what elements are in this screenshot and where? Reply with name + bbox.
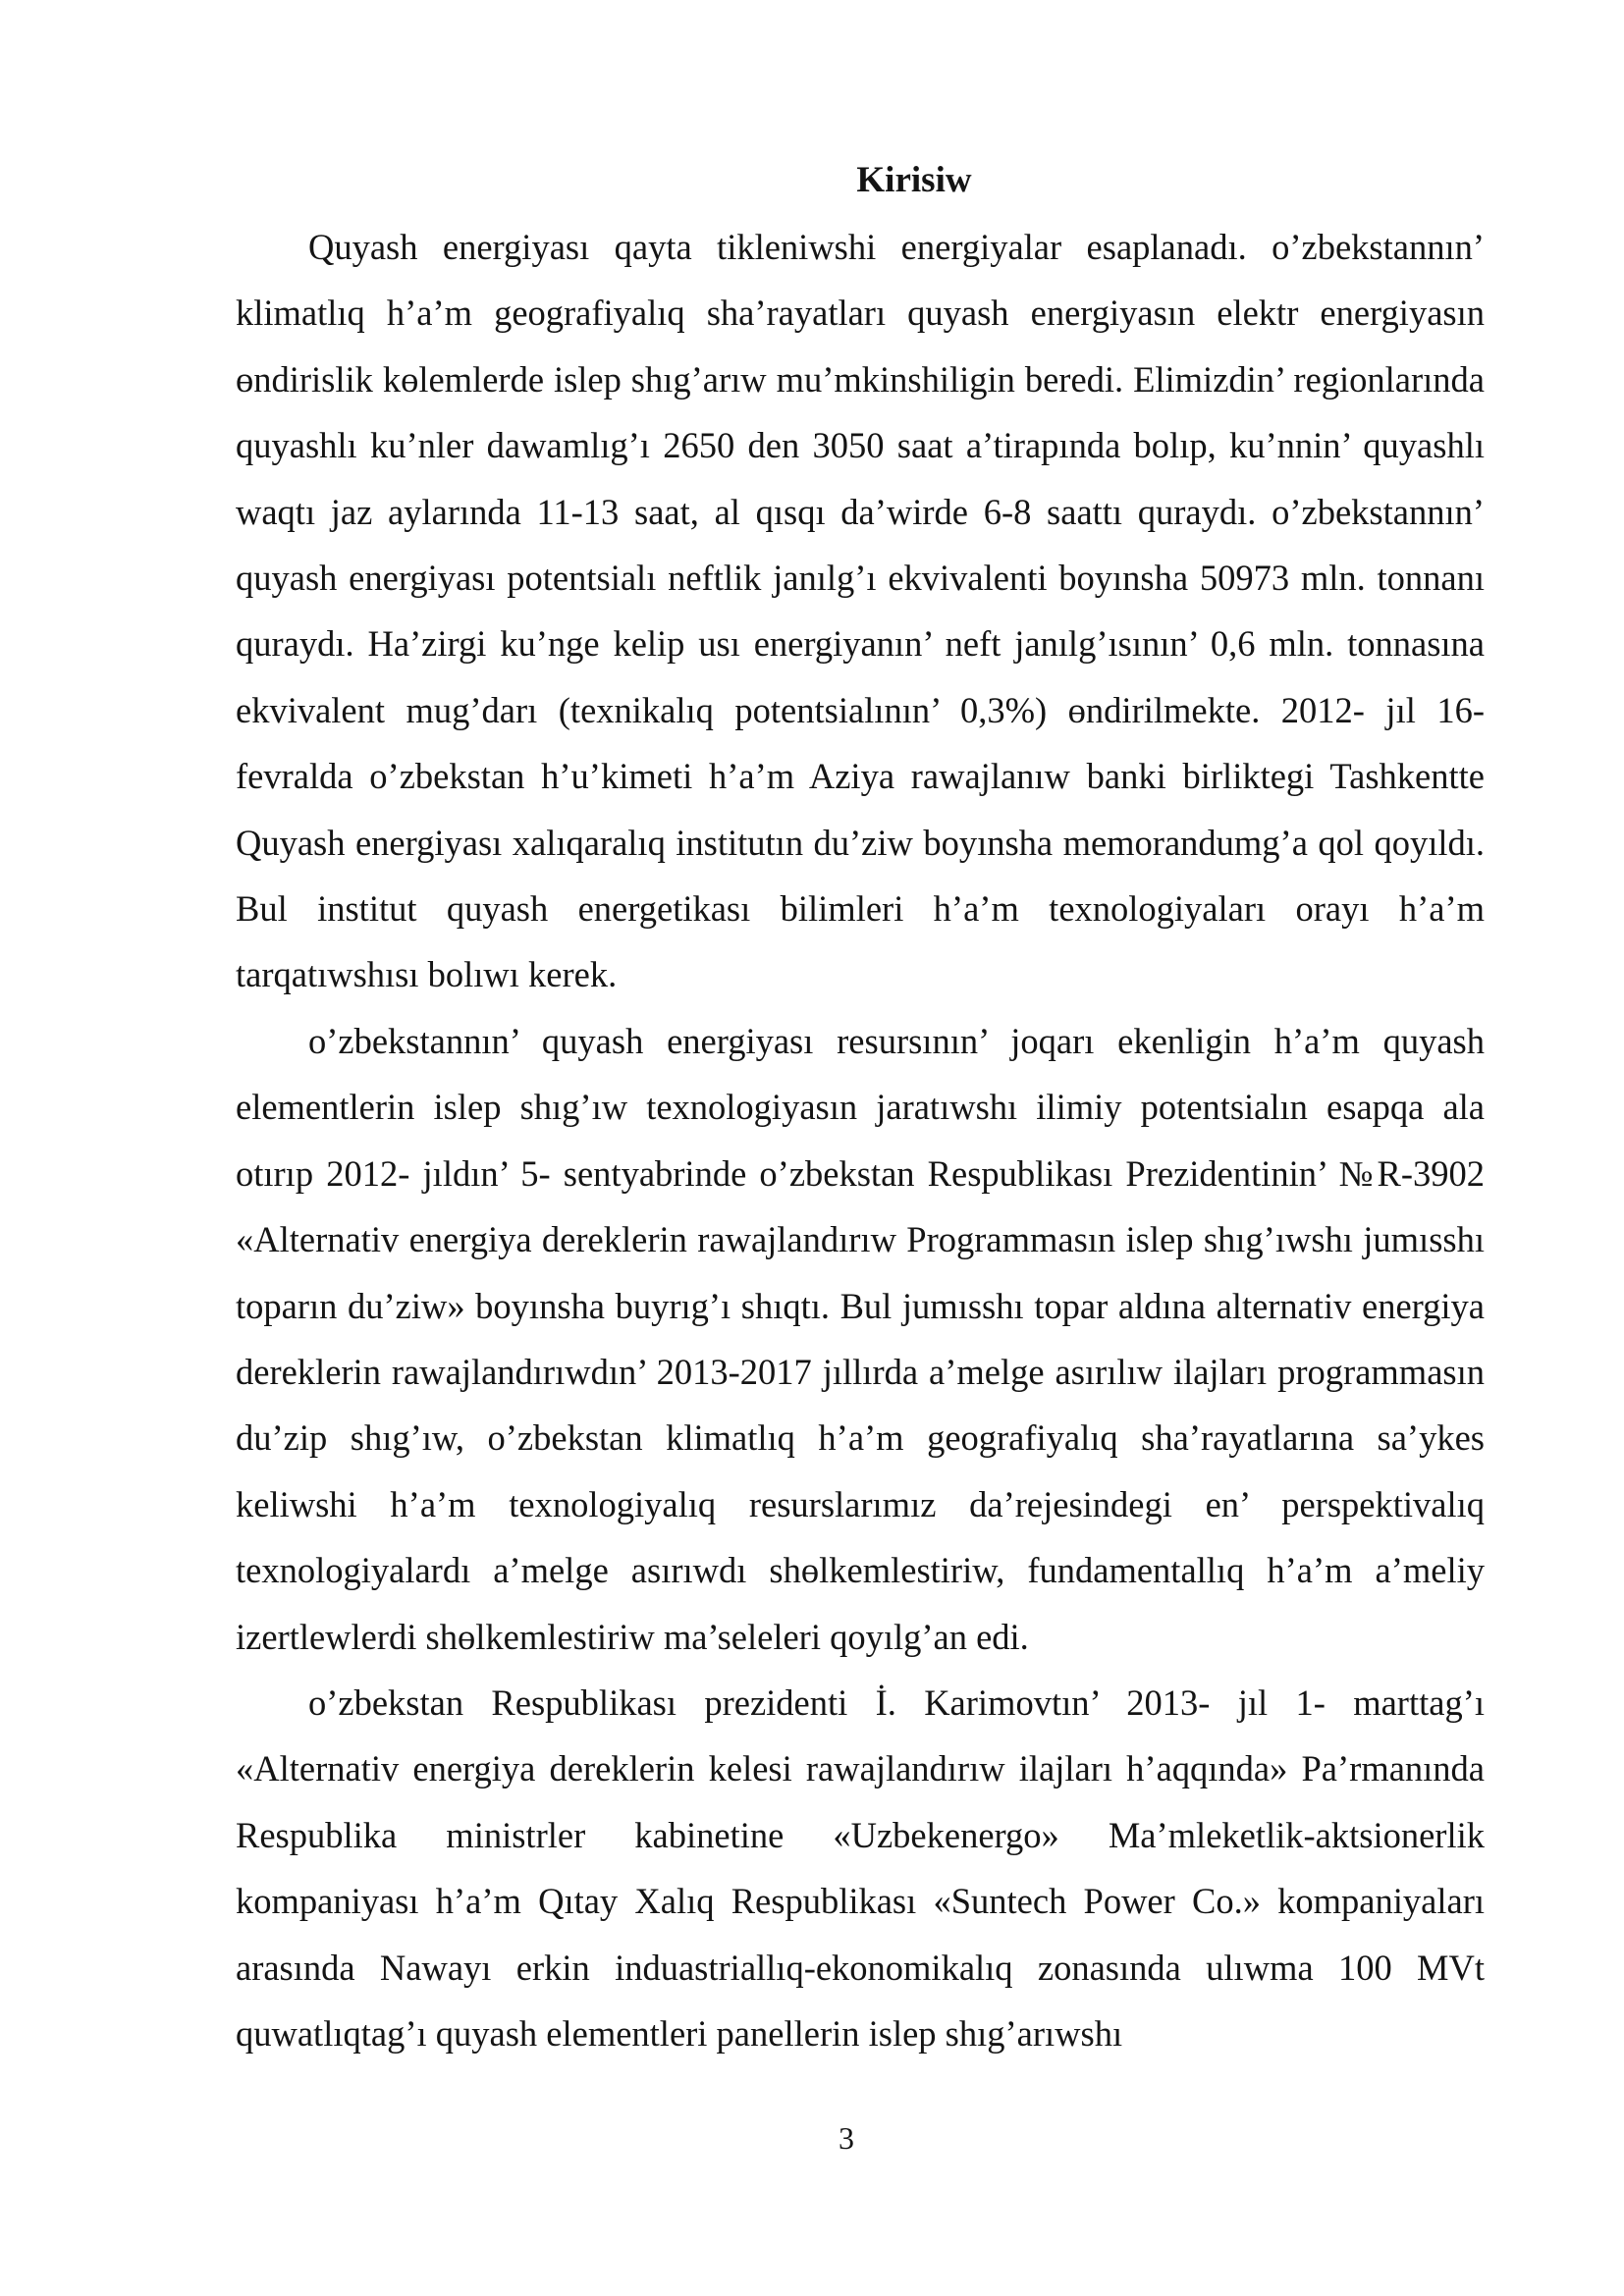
- document-body: [236, 147, 1485, 2066]
- paragraph-2: o’zbekstannın’ quyash energiyası resursının’ joqarı ekenligin h’a’m quyash elementlerin islep shıg’ıw texnologiyasın jaratıwshı ilimiy potentsialın esapqa ala otırıp 2012- jıldın’ 5- sentyabrinde o’zbekstan Respublikası Prezidentinin’ №R-3902 «Alternativ energiya dereklerin rawajlandırıw Programmasın islep shıg’ıwshı jumısshı toparın du’ziw» boyınsha buyrıg’ı shıqtı. Bul jumısshı topar aldına alternativ energiya dereklerin rawajlandırıwdın’ 2013-2017 jıllırda a’melge asırılıw ilajları programmasın du’zip shıg’ıw, o’zbekstan klimatlıq h’a’m geografiyalıq sha’rayatlarına sa’ykes keliwshi h’a’m texnologiyalıq resurslarımız da’rejesindegi en’ perspektivalıq texnologiyalardı a’melge asırıwdı shөlkemlestiriw, fundamentallıq h’a’m a’meliy izertlewlerdi shөlkemlestiriw ma’seleleri qoyılg’an edi.: [236, 1020, 1485, 1657]
- document-title: Kirisiw: [856, 160, 972, 200]
- page-number: 3: [839, 2120, 854, 2156]
- paragraph-3: o’zbekstan Respublikası prezidenti İ. Karimovtın’ 2013- jıl 1- marttag’ı «Alternativ energiya dereklerin kelesi rawajlandırıw ilajları h’aqqında» Pa’rmanında Respublika ministrler kabinetine «Uzbekenergo» Ma’mleketlik-aktsionerlik kompaniyası h’a’m Qıtay Xalıq Respublikası «Suntech Power Co.» kompaniyaları arasında Nawayı erkin induastriallıq-ekonomikalıq zonasında ulıwma 100 MVt quwatlıqtag’ı quyash elementleri panellerin islep shıg’arıwshı: [236, 1682, 1485, 2054]
- paragraph-1: Quyash energiyası qayta tikleniwshi energiyalar esaplanadı. o’zbekstannın’ klimatlıq h’a’m geografiyalıq sha’rayatları quyash energiyasın elektr energiyasın өndirislik kөlemlerde islep shıg’arıw mu’mkinshiligin beredi. Elimizdin’ regionlarında quyashlı ku’nler dawamlıg’ı 2650 den 3050 saat a’tirapında bolıp, ku’nnin’ quyashlı waqtı jaz aylarında 11-13 saat, al qısqı da’wirde 6-8 saattı quraydı. o’zbekstannın’ quyash energiyası potentsialı neftlik janılg’ı ekvivalenti boyınsha 50973 mln. tonnanı quraydı. Ha’zirgi ku’nge kelip usı energiyanın’ neft janılg’ısının’ 0,6 mln. tonnasına ekvivalent mug’darı (texnikalıq potentsialının’ 0,3%) өndirilmekte. 2012- jıl 16- fevralda o’zbekstan h’u’kimeti h’a’m Aziya rawajlanıw banki birliktegi Tashkentte Quyash energiyası xalıqaralıq institutın du’ziw boyınsha memorandumg’a qol qoyıldı. Bul institut quyash energetikası bilimleri h’a’m texnologiyaları orayı h’a’m tarqatıwshısı bolıwı kerek.: [236, 227, 1485, 995]
